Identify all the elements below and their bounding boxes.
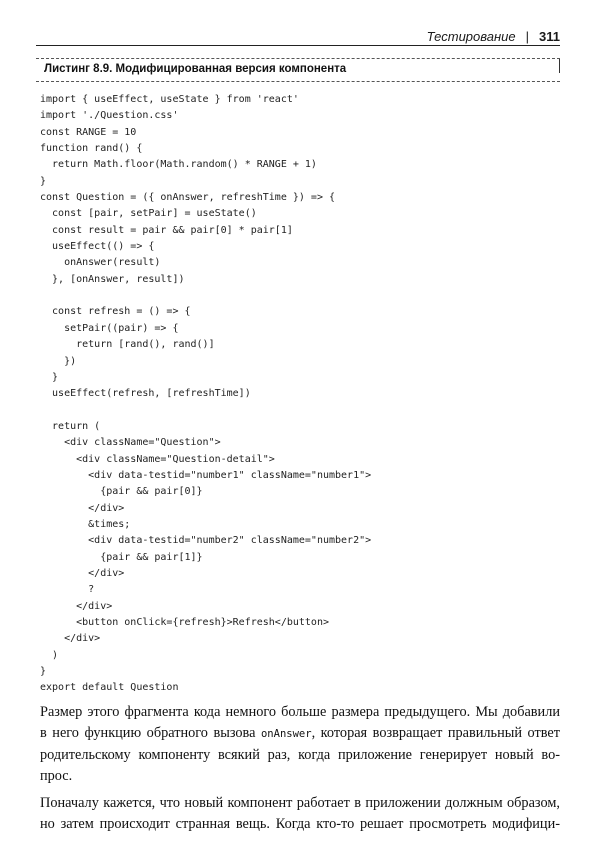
code-line: export default Question (40, 682, 179, 694)
listing-box-tick (559, 59, 560, 73)
code-line: ) (40, 649, 59, 661)
header-rule (36, 45, 560, 46)
code-line: const RANGE = 10 (40, 126, 137, 138)
paragraph-1 (40, 702, 560, 787)
code-line: &times; (40, 518, 131, 530)
code-line: const result = pair && pair[0] * pair[1] (40, 224, 293, 236)
body-text (40, 702, 560, 841)
code-line: const [pair, setPair] = useState() (40, 208, 257, 220)
code-line: </div> (40, 600, 113, 612)
code-line: </div> (40, 567, 125, 579)
code-line: import { useEffect, useState } from 'react' (40, 94, 299, 105)
code-line: useEffect(() => { (40, 241, 155, 253)
page-number: 311 (539, 28, 560, 44)
code-line: }, [onAnswer, result]) (40, 273, 185, 285)
code-line: } (40, 175, 47, 187)
code-line: const refresh = () => { (40, 306, 191, 318)
code-line: setPair((pair) => { (40, 322, 179, 334)
code-line: } (40, 666, 47, 678)
code-line: ? (40, 584, 95, 596)
text-line: Размер этого фрагмента кода немного больше размера предыдущего. Мы добавили (40, 704, 560, 720)
code-line: </div> (40, 633, 101, 645)
code-line: onAnswer(result) (40, 257, 161, 269)
running-header (36, 26, 560, 46)
code-line: }) (40, 355, 77, 367)
code-line: <div data-testid="number2" className="number2"> (40, 535, 372, 547)
inline-code-onanswer: onAnswer (260, 728, 312, 740)
code-line: } (40, 371, 59, 383)
section-title: Тестирование (426, 28, 516, 44)
code-line: {pair && pair[0]} (40, 486, 203, 498)
text-line: но затем происходит странная вещь. Когда кто-то решает просмотреть модифици- (40, 816, 560, 832)
text-line: родительскому компоненту всякий раз, когда приложение генерирует новый во- (40, 747, 560, 763)
code-line: <div data-testid="number1" className="number1"> (40, 469, 372, 481)
code-line (40, 403, 560, 419)
code-line: function rand() { (40, 143, 143, 155)
code-line: import './Question.css' (40, 110, 179, 122)
code-line: {pair && pair[1]} (40, 551, 203, 563)
paragraph-2 (40, 793, 560, 835)
code-line (40, 288, 560, 304)
header-separator: | (525, 28, 530, 44)
code-line: <div className="Question"> (40, 437, 221, 449)
text-line: Поначалу кажется, что новый компонент работает в приложении должным образом, (40, 795, 560, 811)
listing-title: Листинг 8.9. Модифицированная версия компонента (44, 63, 347, 75)
code-listing (40, 92, 560, 697)
code-line: const Question = ({ onAnswer, refreshTime }) => { (40, 192, 336, 204)
code-line: <div className="Question-detail"> (40, 453, 275, 465)
code-line: return Math.floor(Math.random() * RANGE + 1) (40, 159, 317, 171)
code-line: </div> (40, 502, 125, 514)
code-line: useEffect(refresh, [refreshTime]) (40, 388, 251, 400)
code-line: return [rand(), rand()] (40, 339, 215, 351)
code-line: <button onClick={refresh}>Refresh</button> (40, 617, 329, 628)
text-fragment: , которая возвращает правильный ответ (311, 725, 560, 741)
text-line (40, 723, 560, 745)
code-line: return ( (40, 420, 101, 432)
text-fragment: в него функцию обратного вызова (40, 725, 261, 741)
text-line: прос. (40, 768, 73, 784)
